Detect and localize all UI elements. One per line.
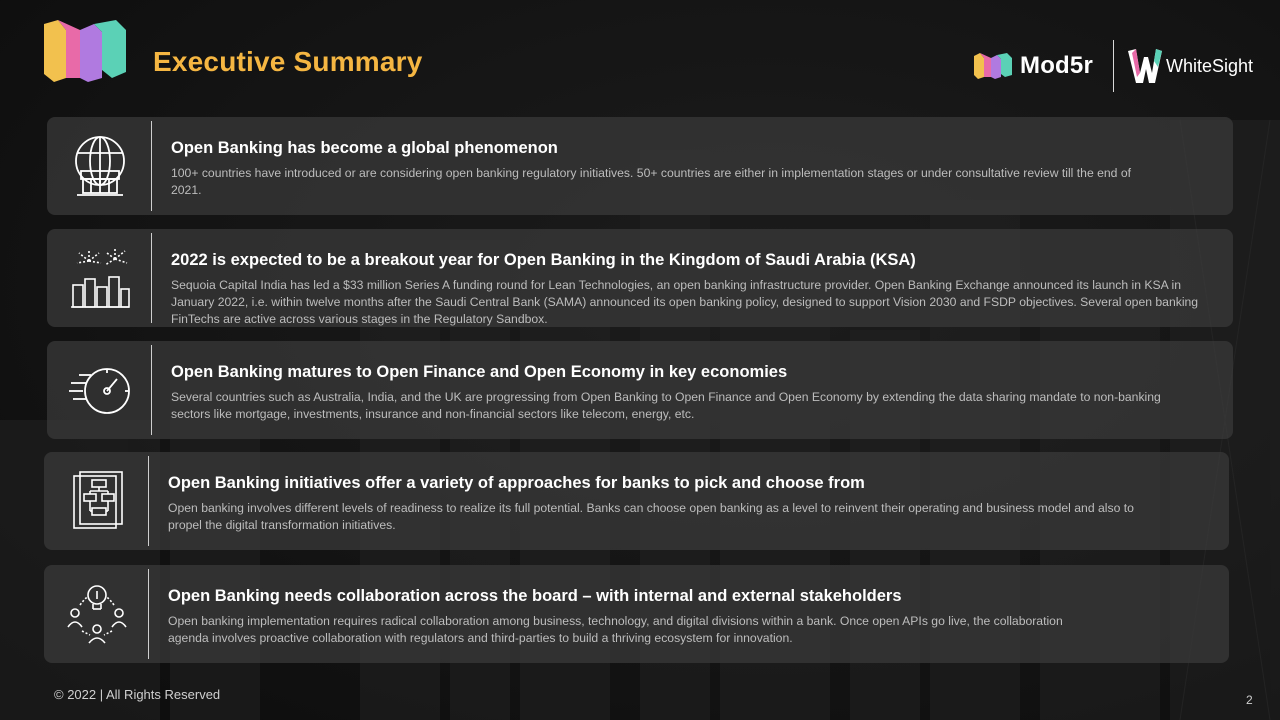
card-body: Open banking implementation requires radical collaboration among business, technology, and digital divisions within a bank. Once open APIs go live, the collaboration agenda involves proactive collaboration with regulators and third-parties to build a thriving ecosystem for innovation. bbox=[168, 614, 1063, 645]
card-heading: Open Banking needs collaboration across the board – with internal and external stakeholders bbox=[168, 587, 902, 605]
card-separator bbox=[148, 569, 149, 659]
whitesight-logo-icon bbox=[1128, 47, 1162, 85]
card-heading: Open Banking initiatives offer a variety of approaches for banks to pick and choose from bbox=[168, 474, 865, 492]
summary-card-5 bbox=[44, 565, 1229, 663]
page-number: 2 bbox=[1246, 693, 1253, 707]
flowchart-document-icon bbox=[66, 470, 128, 532]
footer-copyright: © 2022 | All Rights Reserved bbox=[54, 687, 221, 702]
card-separator bbox=[151, 345, 152, 435]
mod5r-logo-icon bbox=[974, 53, 1012, 79]
city-fireworks-icon bbox=[69, 247, 131, 309]
card-heading: Open Banking has become a global phenomenon bbox=[171, 139, 558, 157]
card-body: Open banking involves different levels of readiness to realize its full potential. Banks can choose open banking as a level to reinvent their operating and business model and also to propel the digital transformation initiatives. bbox=[168, 501, 1134, 532]
card-heading: Open Banking matures to Open Finance and Open Economy in key economies bbox=[171, 363, 788, 381]
card-separator bbox=[148, 456, 149, 546]
collaboration-idea-icon bbox=[66, 583, 128, 645]
summary-card-4 bbox=[44, 452, 1229, 550]
globe-tower-icon bbox=[69, 135, 131, 197]
brand-divider bbox=[1113, 40, 1114, 92]
speedometer-icon bbox=[69, 359, 131, 421]
summary-card-3 bbox=[47, 341, 1233, 439]
main-logo-icon bbox=[44, 20, 126, 82]
card-separator bbox=[151, 121, 152, 211]
brand-mod5r bbox=[974, 40, 1093, 92]
page-title: Executive Summary bbox=[153, 46, 423, 77]
card-body: Several countries such as Australia, India, and the UK are progressing from Open Banking to Open Finance and Open Economy by extending the data sharing mandate to non-banking sectors like mortgage, investments, insurance and non-financial sectors like telecom, energy, etc. bbox=[171, 390, 1161, 421]
brand-mod5r-label: Mod5r bbox=[1020, 52, 1093, 79]
card-heading: 2022 is expected to be a breakout year for Open Banking in the Kingdom of Saudi Arabia (KSA) bbox=[171, 251, 916, 269]
brand-whitesight-label: WhiteSight bbox=[1166, 55, 1254, 76]
summary-card-1 bbox=[47, 117, 1233, 215]
card-body: 100+ countries have introduced or are considering open banking regulatory initiatives. 50+ countries are either in implementation stages or under consultative review till the end of 2021. bbox=[171, 166, 1131, 197]
card-separator bbox=[151, 233, 152, 323]
brand-whitesight bbox=[1128, 40, 1253, 92]
card-body: Sequoia Capital India has led a $33 million Series A funding round for Lean Technologies, an open banking infrastructure provider. Open Banking Exchange announced its launch in KSA in January 2022, i.e. within twelve months after the Saudi Central Bank (SAMA) announced its open banking policy, designed to support Vision 2030 and FSDP objectives. Several open banking FinTechs are active across various stages in the Regulatory Sandbox. bbox=[171, 278, 1199, 326]
summary-card-2 bbox=[47, 229, 1233, 327]
